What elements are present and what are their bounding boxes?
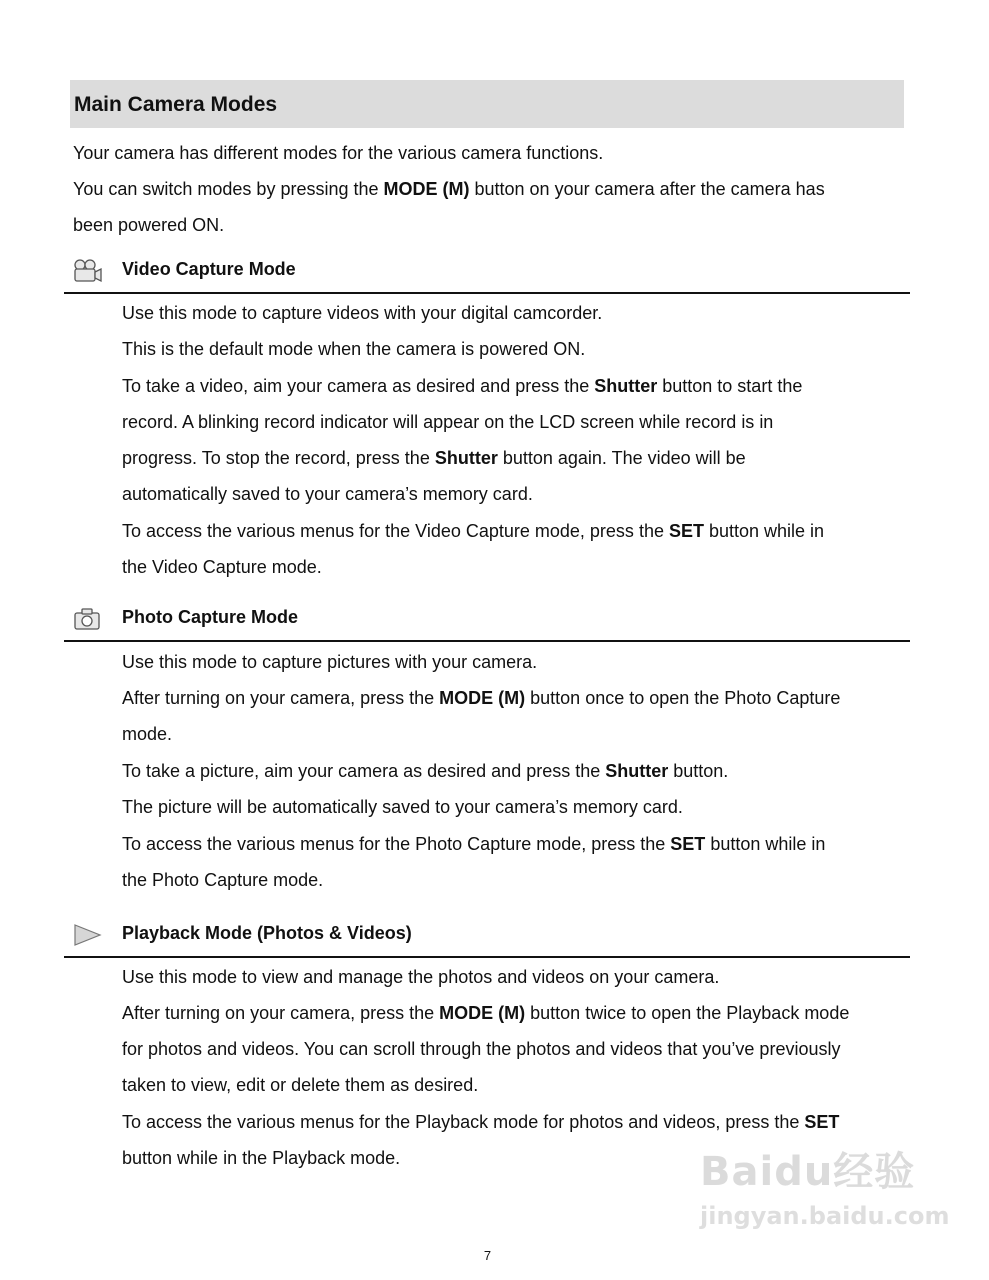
text-line: for photos and videos. You can scroll through the photos and videos that you’ve previously bbox=[122, 1039, 841, 1059]
page-number: 7 bbox=[483, 1248, 492, 1263]
text-line: This is the default mode when the camera is powered ON. bbox=[122, 339, 586, 359]
text-line: the Video Capture mode. bbox=[122, 557, 322, 577]
baidu-watermark bbox=[700, 1140, 950, 1250]
text-line: After turning on your camera, press the MODE (M) button twice to open the Playback mode bbox=[122, 1003, 850, 1023]
text-line: After turning on your camera, press the MODE (M) button once to open the Photo Capture bbox=[122, 688, 841, 708]
section-header-playback bbox=[64, 916, 910, 958]
intro-line: Your camera has different modes for the various camera functions. bbox=[73, 143, 604, 163]
page-title: Main Camera Modes bbox=[74, 93, 278, 116]
text-line: To take a video, aim your camera as desired and press the Shutter button to start the bbox=[122, 376, 803, 396]
text-line: the Photo Capture mode. bbox=[122, 870, 324, 890]
section-header-video bbox=[64, 252, 910, 294]
text-line: mode. bbox=[122, 724, 173, 744]
watermark-logo: Baidu经验 bbox=[700, 1149, 916, 1195]
text-line: To access the various menus for the Playback mode for photos and videos, press the SET bbox=[122, 1112, 840, 1132]
text-line: progress. To stop the record, press the Shutter button again. The video will be bbox=[122, 448, 746, 468]
text-line: Use this mode to view and manage the photos and videos on your camera. bbox=[122, 967, 720, 987]
text-line: Use this mode to capture videos with your digital camcorder. bbox=[122, 303, 603, 323]
page-title-bar bbox=[70, 80, 904, 128]
section-header-photo bbox=[64, 600, 910, 642]
section-title: Video Capture Mode bbox=[122, 259, 296, 279]
text-line: taken to view, edit or delete them as desired. bbox=[122, 1075, 479, 1095]
intro-line: been powered ON. bbox=[73, 215, 225, 235]
video-camera-icon bbox=[72, 258, 102, 284]
section-title: Photo Capture Mode bbox=[122, 607, 298, 627]
play-triangle-icon bbox=[72, 922, 102, 948]
text-line: The picture will be automatically saved to your camera’s memory card. bbox=[122, 797, 683, 817]
section-title: Playback Mode (Photos & Videos) bbox=[122, 923, 412, 943]
text-line: To access the various menus for the Photo Capture mode, press the SET button while in bbox=[122, 834, 826, 854]
text-line: Use this mode to capture pictures with your camera. bbox=[122, 652, 538, 672]
intro-line: You can switch modes by pressing the MODE (M) button on your camera after the camera has bbox=[73, 179, 825, 199]
text-line: To take a picture, aim your camera as desired and press the Shutter button. bbox=[122, 761, 729, 781]
photo-camera-icon bbox=[72, 606, 102, 632]
text-line: button while in the Playback mode. bbox=[122, 1148, 401, 1168]
text-line: automatically saved to your camera’s memory card. bbox=[122, 484, 533, 504]
text-line: To access the various menus for the Video Capture mode, press the SET button while in bbox=[122, 521, 825, 541]
watermark-url: jingyan.baidu.com bbox=[700, 1202, 950, 1230]
text-line: record. A blinking record indicator will appear on the LCD screen while record is in bbox=[122, 412, 774, 432]
